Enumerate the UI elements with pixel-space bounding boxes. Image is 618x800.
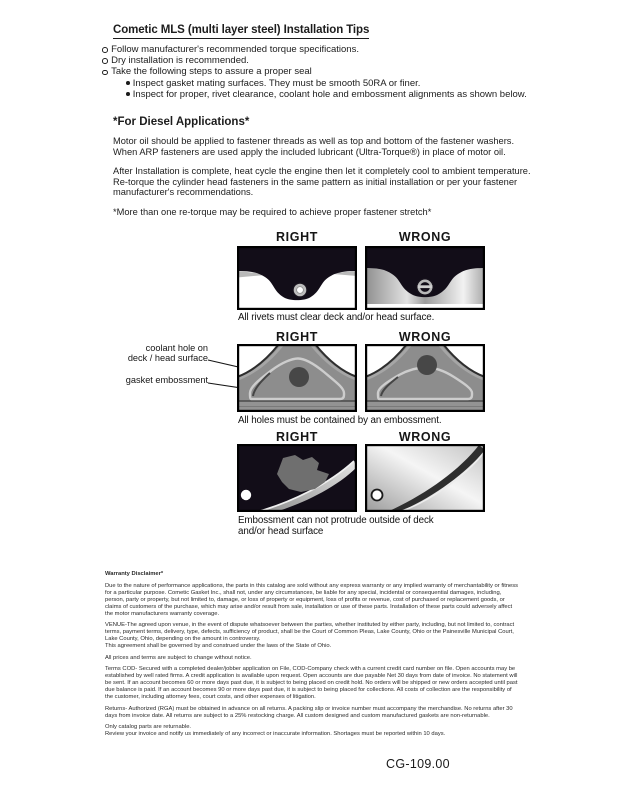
diagram-caption: and/or head surface (238, 526, 324, 537)
list-item (102, 66, 527, 77)
warranty-disclaimer-heading: Warranty Disclaimer* (105, 571, 164, 577)
tip-text: Follow manufacturer's recommended torque specifications. (111, 44, 359, 55)
list-item (102, 44, 527, 55)
diagram-protrude-right-panel (237, 444, 357, 512)
diagram-caption: Embossment can not protrude outside of deck (238, 515, 434, 526)
tip-text: Take the following steps to assure a proper seal (111, 66, 312, 78)
legal-paragraph: Due to the nature of performance applications, the parts in this catalog are sold without any express warranty or any implied warranty of merchantability or fitness for a particular purpose. Cometic Gasket Inc., shall not, under any circumstances, be liable for any special, incidental or consequential damages, including, person, party or property, but not limited to, damage, or loss of property or equipment, loss of profits or revenue, cost of purchased or replacement goods, or claims of customers of the purchase, which may arise and/or result from sale, installation or use of these parts. Installation of these parts could adversely affect the motor manufacturers warranty coverage. (105, 582, 519, 617)
retorque-note: *More than one re-torque may be required to achieve proper fastener stretch* (113, 207, 432, 217)
legal-paragraph: This agreement shall be governed by and construed under the laws of the State of Ohio. (105, 643, 332, 649)
diagram-rivet-right-panel (237, 246, 357, 310)
wrong-label: WRONG (398, 430, 452, 444)
legal-paragraph: All prices and terms are subject to change without notice. (105, 654, 252, 661)
diesel-paragraph: Motor oil should be applied to fastener threads as well as top and bottom of the fastener washers. When ARP fasteners are used apply the included lubricant (Ultra-Torque®) in place of motor oil. (113, 136, 515, 157)
diagram-rivet-wrong-panel (365, 246, 485, 310)
right-label: RIGHT (276, 230, 318, 244)
diagram-protrude-wrong-panel (365, 444, 485, 512)
diagram-embossment-wrong-panel (365, 344, 485, 412)
tip-text: Inspect for proper, rivet clearance, coolant hole and embossment alignments as shown below. (132, 88, 527, 100)
diesel-section-heading: *For Diesel Applications* (113, 116, 250, 128)
tips-list (102, 44, 527, 100)
list-item (126, 89, 527, 100)
tip-text: Inspect gasket mating surfaces. They must be smooth 50RA or finer. (132, 77, 421, 89)
diagram-embossment-right-panel (237, 344, 357, 412)
dot-bullet-icon (126, 92, 130, 96)
coolant-hole-annotation: coolant hole on deck / head surface (127, 343, 208, 363)
right-label: RIGHT (276, 330, 318, 344)
legal-fine-print (105, 571, 519, 743)
gasket-embossment-annotation: gasket embossment (125, 375, 208, 385)
dot-bullet-icon (126, 81, 130, 85)
list-item (102, 55, 527, 66)
legal-paragraph: VENUE-The agreed upon venue, in the event of dispute whatsoever between the parties, whether instituted by either party, including, but not limited to, contract terms, payment terms, delivery, type, defects, sufficiency of product, shall be the Court of Common Pleas, Lake County, Ohio or the Painesville Municipal Court, Lake County, Ohio, depending on the amount in controversy. (105, 622, 515, 642)
page-title: Cometic MLS (multi layer steel) Installation Tips (113, 24, 369, 39)
legal-paragraph: Only catalog parts are returnable. (105, 724, 192, 730)
wrong-label: WRONG (398, 230, 452, 244)
open-bullet-icon (102, 47, 108, 53)
tip-text: Dry installation is recommended. (111, 55, 249, 67)
diesel-paragraph: After Installation is complete, heat cycle the engine then let it completely cool to ambient temperature. Re-torque the cylinder head fasteners in the same pattern as initial installation or per your fastener manufacturer's recommendations. (113, 166, 531, 197)
list-item (126, 78, 527, 89)
diagram-caption: All holes must be contained by an embossment. (238, 415, 442, 426)
open-bullet-icon (102, 58, 108, 64)
wrong-label: WRONG (398, 330, 452, 344)
open-bullet-icon (102, 70, 108, 76)
page-code: CG-109.00 (386, 757, 450, 771)
diagram-caption: All rivets must clear deck and/or head surface. (238, 312, 435, 323)
right-label: RIGHT (276, 430, 318, 444)
legal-paragraph: Terms COD- Secured with a completed dealer/jobber application on File, COD-Company check with a current credit card number on file. Open accounts may be established by well rated firms. A credit application is available upon request. Open accounts are due payable Net 30 days from date of invoice. No statement will be sent. If an account becomes 60 or more days past due, it is subject to being placed on credit hold. No orders will be shipped or new orders accepted until past due balance is paid. If an account becomes 90 or more days past due, it is subject to being placed for collections. All costs of collection are the responsibility of the customer, including attorney fees, court costs, and other expenses of litigation. (105, 666, 518, 700)
legal-paragraph: Review your invoice and notify us immediately of any incorrect or inaccurate information. Shortages must be reported within 10 days. (105, 731, 446, 737)
legal-paragraph: Returns- Authorized (RGA) must be obtained in advance on all returns. A packing slip or invoice number must accompany the merchandise. No returns after 30 days from invoice date. All returns are subject to a 25% restocking charge. All custom designed and custom manufactured gaskets are non-returnable. (105, 705, 513, 719)
